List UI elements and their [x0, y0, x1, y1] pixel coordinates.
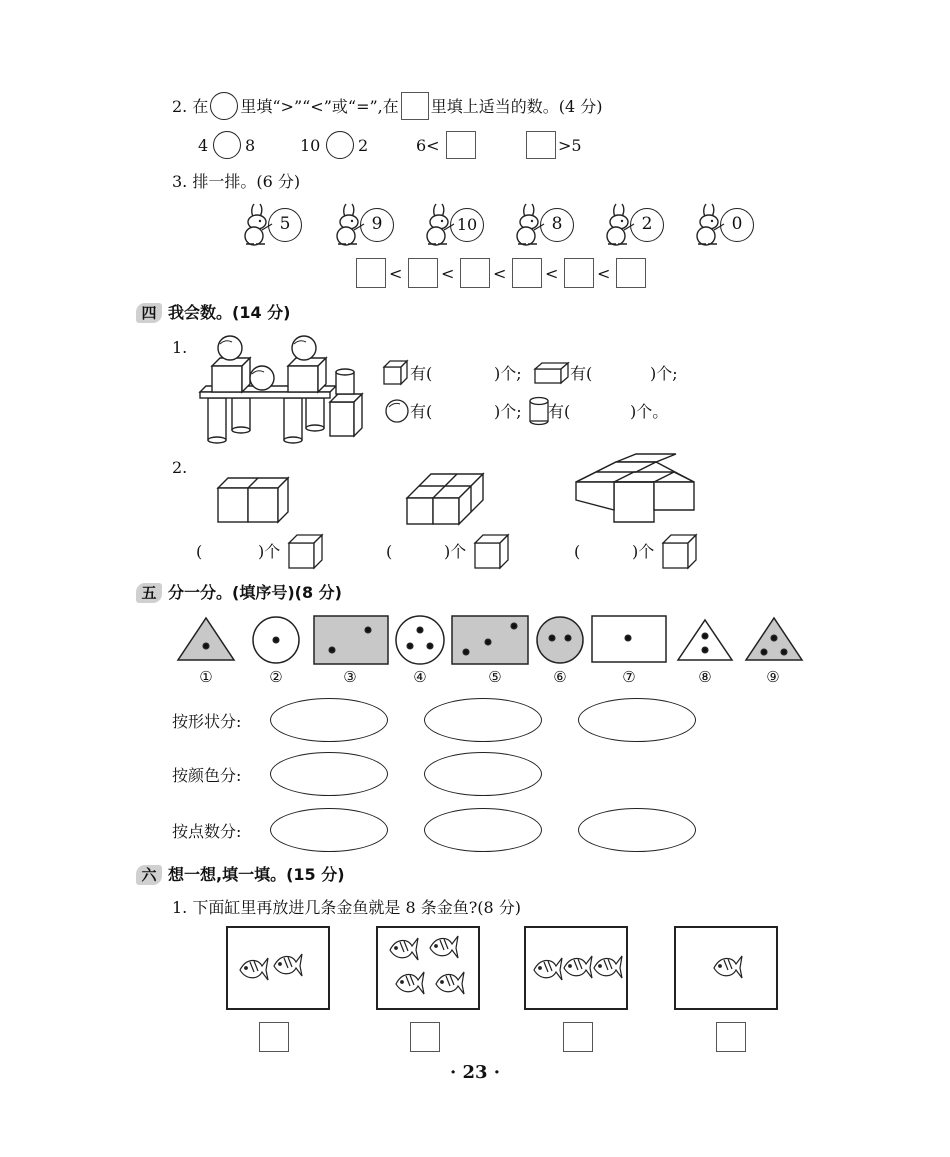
- s6-q1: 1. 下面缸里再放进几条金鱼就是 8 条金鱼?(8 分): [172, 898, 522, 917]
- shape-label-2: ②: [269, 668, 283, 686]
- order-box-5[interactable]: [564, 258, 594, 288]
- shape-3-gray-rectangle: [314, 616, 388, 664]
- fish-answer-box-2[interactable]: [410, 1022, 440, 1052]
- order-box-6[interactable]: [616, 258, 646, 288]
- answer-oval-dots-2[interactable]: [424, 808, 542, 852]
- rabbit-group-2: [332, 202, 404, 248]
- section-title: 想一想,填一填。(15 分): [168, 865, 345, 884]
- q2-instruction: 2. 在 里填“>”“<”或“=”,在 里填上适当的数。(4 分): [172, 92, 603, 120]
- cube-icon: [474, 534, 510, 570]
- cube-stack-2: [405, 470, 487, 526]
- q2-item4-right: >5: [558, 136, 582, 155]
- cube-count-3-close: )个: [632, 542, 655, 561]
- answer-oval-color-2[interactable]: [424, 752, 542, 796]
- shape-label-3: ③: [343, 668, 357, 686]
- fish-tank-3: [524, 926, 628, 1010]
- goldfish-icon: [236, 952, 270, 984]
- cube-count-3-open: (: [574, 542, 581, 561]
- page-number: · 23 ·: [449, 1062, 501, 1083]
- fish-answer-box-1[interactable]: [259, 1022, 289, 1052]
- s4-q1-label: 1.: [172, 338, 188, 357]
- shape-label-7: ⑦: [622, 668, 636, 686]
- cube-count-1-open: (: [196, 542, 203, 561]
- classify-by-shape-label: 按形状分:: [172, 712, 242, 731]
- cube-count-2-open: (: [386, 542, 393, 561]
- answer-oval-dots-1[interactable]: [270, 808, 388, 852]
- number-balloon: 8: [540, 208, 574, 242]
- q2-item3-left: 6<: [416, 136, 440, 155]
- cube-icon: [383, 360, 409, 386]
- shape-label-4: ④: [413, 668, 427, 686]
- cylinder-icon: [528, 396, 550, 426]
- fish-tank-1: [226, 926, 330, 1010]
- goldfish-icon: [560, 950, 594, 982]
- q2-answer-box-4[interactable]: [526, 131, 556, 159]
- q2-item1-left: 4: [198, 136, 209, 155]
- shape-label-9: ⑨: [766, 668, 780, 686]
- answer-oval-color-1[interactable]: [270, 752, 388, 796]
- section-title: 分一分。(填序号)(8 分): [168, 583, 342, 602]
- classify-by-color-label: 按颜色分:: [172, 766, 242, 785]
- section-badge: 五: [136, 583, 162, 603]
- less-than-sign: <: [441, 264, 455, 283]
- q2-item2-right: 2: [358, 136, 369, 155]
- goldfish-icon: [710, 950, 744, 982]
- order-box-1[interactable]: [356, 258, 386, 288]
- shape-4-white-circle: [396, 616, 444, 664]
- section-badge: 四: [136, 303, 162, 323]
- classify-by-dots-label: 按点数分:: [172, 822, 242, 841]
- count-line-2b: )个;: [494, 402, 522, 421]
- q2-answer-circle-2[interactable]: [326, 131, 354, 159]
- count-line-1b: )个;: [494, 364, 522, 383]
- shape-6-gray-circle: [537, 617, 583, 663]
- rabbit-group-6: [692, 202, 764, 248]
- goldfish-icon: [270, 948, 304, 980]
- order-box-4[interactable]: [512, 258, 542, 288]
- cube-count-2-close: )个: [444, 542, 467, 561]
- fish-answer-box-3[interactable]: [563, 1022, 593, 1052]
- number-balloon: 5: [268, 208, 302, 242]
- answer-oval-shape-3[interactable]: [578, 698, 696, 742]
- fish-answer-box-4[interactable]: [716, 1022, 746, 1052]
- cube-icon: [288, 534, 324, 570]
- goldfish-icon: [392, 966, 426, 998]
- sphere-icon: [384, 398, 410, 424]
- shape-label-5: ⑤: [488, 668, 502, 686]
- answer-oval-dots-3[interactable]: [578, 808, 696, 852]
- answer-oval-shape-2[interactable]: [424, 698, 542, 742]
- less-than-sign: <: [493, 264, 507, 283]
- shape-8-white-triangle: [678, 620, 732, 660]
- order-box-3[interactable]: [460, 258, 490, 288]
- shape-label-6: ⑥: [553, 668, 567, 686]
- section-4-header: [136, 302, 290, 324]
- goldfish-icon: [590, 950, 624, 982]
- number-balloon: 10: [450, 208, 484, 242]
- shape-1-gray-triangle: [178, 618, 234, 660]
- less-than-sign: <: [597, 264, 611, 283]
- fish-tank-4: [674, 926, 778, 1010]
- less-than-sign: <: [389, 264, 403, 283]
- shapes-row: [176, 612, 806, 668]
- rabbit-group-5: [602, 202, 674, 248]
- cube-icon: [662, 534, 698, 570]
- rabbit-row: [240, 202, 770, 248]
- box-placeholder-icon: [401, 92, 429, 120]
- cube-count-1-close: )个: [258, 542, 281, 561]
- answer-oval-shape-1[interactable]: [270, 698, 388, 742]
- cube-stack-3: [574, 454, 698, 526]
- number-balloon: 0: [720, 208, 754, 242]
- count-line-2a: 有(: [410, 402, 433, 421]
- count-line-2d: )个。: [630, 402, 669, 421]
- rabbit-group-1: [240, 202, 312, 248]
- count-line-2c: 有(: [548, 402, 571, 421]
- number-balloon: 2: [630, 208, 664, 242]
- fish-tank-2: [376, 926, 480, 1010]
- order-box-2[interactable]: [408, 258, 438, 288]
- q2-answer-circle-1[interactable]: [213, 131, 241, 159]
- goldfish-icon: [426, 930, 460, 962]
- section-6-header: [136, 864, 345, 886]
- s4-q2-label: 2.: [172, 458, 188, 477]
- order-row: [356, 258, 656, 290]
- section-5-header: [136, 582, 342, 604]
- section-badge: 六: [136, 865, 162, 885]
- goldfish-icon: [530, 952, 564, 984]
- cuboid-icon: [534, 360, 570, 386]
- section-title: 我会数。(14 分): [168, 303, 291, 322]
- rabbit-group-3: [422, 202, 494, 248]
- rabbit-group-4: [512, 202, 584, 248]
- q2-item2-left: 10: [300, 136, 321, 155]
- cube-stack-1: [216, 476, 294, 526]
- shape-label-8: ⑧: [698, 668, 712, 686]
- shape-label-1: ①: [199, 668, 213, 686]
- count-line-1c: 有(: [570, 364, 593, 383]
- number-balloon: 9: [360, 208, 394, 242]
- q3-title: 3. 排一排。(6 分): [172, 172, 301, 191]
- goldfish-icon: [432, 966, 466, 998]
- stacked-shapes-illustration: [196, 332, 366, 446]
- q2-item1-right: 8: [245, 136, 256, 155]
- count-line-1d: )个;: [650, 364, 678, 383]
- q2-answer-box-3[interactable]: [446, 131, 476, 159]
- circle-placeholder-icon: [210, 92, 238, 120]
- count-line-1a: 有(: [410, 364, 433, 383]
- less-than-sign: <: [545, 264, 559, 283]
- goldfish-icon: [386, 932, 420, 964]
